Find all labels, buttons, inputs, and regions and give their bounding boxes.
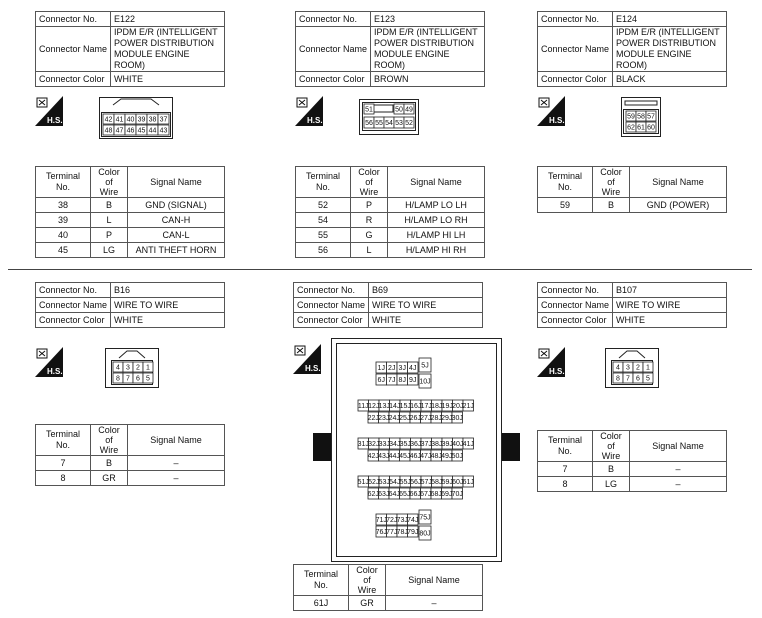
pin-label: 6 — [136, 375, 140, 383]
name-line: IPDM E/R (INTELLIGENT — [114, 27, 218, 37]
pin-label: 48J — [430, 453, 442, 460]
pin-label: 70J — [451, 491, 463, 498]
pin-label: 75J — [419, 514, 431, 522]
pin-label: 6 — [636, 375, 640, 383]
pin-label: 37 — [159, 116, 168, 124]
connector-color-value: BROWN — [371, 72, 485, 87]
connector-info-table — [295, 11, 485, 87]
pin-label: 2 — [136, 364, 140, 372]
connector-block-b16 — [35, 282, 225, 492]
signal-name-header: Signal Name — [128, 167, 225, 198]
pin-label: 38J — [431, 441, 443, 448]
pin-label: 40J — [452, 441, 464, 448]
connector-block-e122 — [35, 11, 225, 261]
table-row — [296, 213, 485, 228]
pin-label: 53J — [378, 479, 390, 486]
terminal-cell: 40 — [36, 228, 91, 243]
connector-name-value — [111, 27, 225, 72]
pin-label: 39J — [441, 441, 453, 448]
connector-color-value: WHITE — [111, 72, 225, 87]
harness-side-icon — [35, 347, 63, 377]
connector-no-value: B107 — [613, 283, 727, 298]
wire-cell: LG — [593, 477, 630, 492]
pin-label: 8 — [616, 375, 620, 383]
pin-label: 78J — [396, 529, 408, 536]
pin-label: 67J — [420, 491, 432, 498]
terminal-table — [293, 564, 483, 611]
pin-label: 29J — [441, 415, 453, 422]
pin-label: 72J — [386, 517, 398, 524]
connector-color-value: WHITE — [613, 313, 727, 328]
signal-cell: – — [128, 456, 225, 471]
section-divider — [8, 269, 752, 270]
terminal-cell: 45 — [36, 243, 91, 258]
hs-text: H.S. — [47, 116, 63, 125]
connector-info-table — [537, 11, 727, 87]
pin-label: 33J — [378, 441, 390, 448]
pin-label: 79J — [407, 529, 419, 536]
pin-label: 39 — [137, 116, 146, 124]
pin-label: 8J — [398, 377, 406, 384]
signal-cell: – — [630, 462, 727, 477]
wire-cell: B — [91, 198, 128, 213]
pin-label: 44 — [148, 127, 157, 135]
hs-text: H.S. — [549, 116, 565, 125]
connector-face-e123 — [359, 99, 419, 135]
connector-no-value: E124 — [613, 12, 727, 27]
pin-label: 11J — [357, 403, 369, 410]
pin-label: 24J — [388, 415, 400, 422]
pin-label: 61J — [462, 479, 474, 486]
wire-text: Wire — [601, 451, 621, 461]
connector-info-table — [35, 11, 225, 87]
pin-label: 46J — [409, 453, 421, 460]
pin-label: 74J — [407, 517, 419, 524]
connector-color-label: Connector Color — [294, 313, 369, 328]
pin-label: 40 — [126, 116, 135, 124]
signal-cell: H/LAMP LO RH — [388, 213, 485, 228]
connector-name-label: Connector Name — [36, 27, 111, 72]
terminal-cell: 56 — [296, 243, 351, 258]
harness-side-icon — [295, 96, 323, 126]
signal-cell: CAN-H — [128, 213, 225, 228]
harness-side-icon — [537, 96, 565, 126]
connector-name-label: Connector Name — [296, 27, 371, 72]
pin-label: 3J — [398, 365, 406, 372]
connector-name-value: WIRE TO WIRE — [369, 298, 483, 313]
pin-label: 59 — [627, 113, 635, 121]
wire-cell: R — [351, 213, 388, 228]
pin-label: 52 — [405, 120, 413, 127]
pin-label: 54J — [389, 479, 401, 486]
connector-face-e122 — [99, 97, 173, 139]
color-of-text: Color of — [98, 167, 120, 187]
pin-label: 43 — [159, 127, 168, 135]
pin-label: 49 — [405, 106, 413, 114]
terminal-cell: 7 — [538, 462, 593, 477]
signal-name-header: Signal Name — [386, 565, 483, 596]
pin-label: 21J — [462, 403, 474, 410]
name-line: IPDM E/R (INTELLIGENT — [374, 27, 478, 37]
color-of-wire-header — [593, 431, 630, 462]
pin-label: 42 — [104, 116, 113, 124]
signal-name-header: Signal Name — [630, 167, 727, 198]
name-line: MODULE ENGINE ROOM) — [374, 49, 450, 70]
pin-label: 2 — [636, 364, 640, 372]
wire-cell: P — [91, 228, 128, 243]
terminal-no-header: Terminal No. — [296, 167, 351, 198]
pin-label: 62J — [367, 491, 379, 498]
pin-label: 65J — [399, 491, 411, 498]
connector-name-value — [371, 27, 485, 72]
pin-label: 45J — [399, 453, 411, 460]
connector-color-value: BLACK — [613, 72, 727, 87]
connector-name-value: WIRE TO WIRE — [111, 298, 225, 313]
color-of-text: Color of — [358, 167, 380, 187]
pin-label: 30J — [451, 415, 463, 422]
pin-label: 31J — [357, 441, 369, 448]
pin-label: 25J — [399, 415, 411, 422]
pin-label: 69J — [441, 491, 453, 498]
color-of-wire-header — [593, 167, 630, 198]
pin-label: 14J — [389, 403, 401, 410]
wire-cell: B — [593, 198, 630, 213]
pin-label: 56J — [410, 479, 422, 486]
pin-label: 37J — [420, 441, 432, 448]
pin-label: 50 — [395, 106, 403, 114]
table-row — [36, 198, 225, 213]
pin-label: 71J — [375, 517, 387, 524]
table-row — [538, 462, 727, 477]
table-row — [36, 471, 225, 486]
connector-color-label: Connector Color — [36, 72, 111, 87]
wire-cell: LG — [91, 243, 128, 258]
pin-label: 68J — [430, 491, 442, 498]
pin-label: 5J — [421, 362, 429, 370]
color-of-text: Color of — [600, 431, 622, 451]
connector-name-label: Connector Name — [538, 27, 613, 72]
color-of-text: Color of — [356, 565, 378, 585]
pin-label: 3 — [126, 364, 130, 372]
name-line: POWER DISTRIBUTION — [114, 38, 215, 48]
connector-color-value: WHITE — [111, 313, 225, 328]
pin-label: 20J — [452, 403, 464, 410]
pin-label: 2J — [388, 365, 396, 372]
pin-label: 27J — [420, 415, 432, 422]
table-row — [36, 243, 225, 258]
pin-label: 61 — [637, 124, 645, 132]
pin-label: 54 — [385, 120, 393, 127]
pin-label: 38 — [148, 116, 157, 124]
terminal-cell: 54 — [296, 213, 351, 228]
pin-label: 10J — [419, 378, 431, 386]
connector-no-label: Connector No. — [36, 12, 111, 27]
connector-no-label: Connector No. — [538, 12, 613, 27]
pin-label: 6J — [377, 377, 385, 384]
signal-cell: CAN-L — [128, 228, 225, 243]
connector-info-table — [35, 282, 225, 328]
pin-label: 55J — [399, 479, 411, 486]
hs-text: H.S. — [549, 367, 565, 376]
connector-face-b16 — [105, 348, 159, 388]
pin-label: 47 — [115, 127, 124, 135]
pin-label: 57 — [647, 113, 655, 121]
pin-label: 60J — [452, 479, 464, 486]
connector-name-value — [613, 27, 727, 72]
pin-label: 58 — [637, 113, 645, 121]
pin-label: 80J — [419, 530, 431, 538]
pin-label: 7 — [626, 375, 630, 383]
pin-label: 56 — [365, 120, 373, 127]
signal-name-header: Signal Name — [630, 431, 727, 462]
connector-block-b107 — [537, 282, 727, 492]
pin-label: 41J — [462, 441, 474, 448]
pin-label: 1J — [377, 365, 385, 372]
connector-block-e124 — [537, 11, 727, 261]
table-row — [294, 596, 483, 611]
terminal-no-header: Terminal No. — [538, 431, 593, 462]
pin-label: 32J — [368, 441, 380, 448]
pin-label: 55 — [375, 120, 383, 127]
connector-block-e123 — [295, 11, 485, 261]
wire-cell: P — [351, 198, 388, 213]
signal-cell: – — [386, 596, 483, 611]
signal-cell: – — [630, 477, 727, 492]
wire-text: Wire — [99, 445, 119, 455]
signal-name-header: Signal Name — [388, 167, 485, 198]
terminal-cell: 7 — [36, 456, 91, 471]
pin-label: 57J — [420, 479, 432, 486]
connector-name-label: Connector Name — [294, 298, 369, 313]
table-row — [296, 198, 485, 213]
pin-label: 35J — [399, 441, 411, 448]
connector-color-label: Connector Color — [538, 313, 613, 328]
table-row — [36, 228, 225, 243]
connector-color-value: WHITE — [369, 313, 483, 328]
harness-side-icon — [537, 347, 565, 377]
connector-info-table — [537, 282, 727, 328]
pin-label: 4 — [116, 364, 120, 372]
pin-label: 36J — [410, 441, 422, 448]
pin-label: 51 — [365, 106, 373, 114]
pin-label: 64J — [388, 491, 400, 498]
pin-label: 9J — [409, 377, 417, 384]
signal-cell: H/LAMP LO LH — [388, 198, 485, 213]
pin-label: 53 — [395, 120, 403, 127]
terminal-cell: 38 — [36, 198, 91, 213]
terminal-no-header: Terminal No. — [36, 167, 91, 198]
color-of-wire-header — [351, 167, 388, 198]
pin-label: 28J — [430, 415, 442, 422]
pin-label: 63J — [378, 491, 390, 498]
pin-label: 1 — [646, 364, 650, 372]
pin-label: 46 — [126, 127, 135, 135]
connector-color-label: Connector Color — [538, 72, 613, 87]
name-line: MODULE ENGINE ROOM) — [616, 49, 692, 70]
table-row — [36, 213, 225, 228]
signal-cell: GND (POWER) — [630, 198, 727, 213]
pin-label: 42J — [367, 453, 379, 460]
hs-text: H.S. — [305, 364, 321, 373]
terminal-cell: 61J — [294, 596, 349, 611]
pin-label: 58J — [431, 479, 443, 486]
pin-label: 5 — [146, 375, 150, 383]
pin-label: 41 — [115, 116, 124, 124]
hs-text: H.S. — [47, 367, 63, 376]
connector-no-label: Connector No. — [294, 283, 369, 298]
signal-cell: ANTI THEFT HORN — [128, 243, 225, 258]
terminal-no-header: Terminal No. — [294, 565, 349, 596]
connector-color-label: Connector Color — [36, 313, 111, 328]
wire-text: Wire — [601, 187, 621, 197]
connector-name-label: Connector Name — [36, 298, 111, 313]
pin-label: 44J — [388, 453, 400, 460]
terminal-table — [537, 166, 727, 213]
pin-label: 15J — [399, 403, 411, 410]
pin-label: 4J — [409, 365, 417, 372]
wire-cell: L — [351, 243, 388, 258]
name-line: IPDM E/R (INTELLIGENT — [616, 27, 720, 37]
pin-label: 62 — [627, 124, 635, 132]
table-row — [538, 477, 727, 492]
pin-label: 8 — [116, 375, 120, 383]
pin-label: 7J — [388, 377, 396, 384]
pin-label: 16J — [410, 403, 422, 410]
pin-label: 66J — [409, 491, 421, 498]
pin-label: 34J — [389, 441, 401, 448]
table-row — [36, 456, 225, 471]
terminal-cell: 39 — [36, 213, 91, 228]
color-of-text: Color of — [600, 167, 622, 187]
signal-cell: H/LAMP HI LH — [388, 228, 485, 243]
connector-no-label: Connector No. — [538, 283, 613, 298]
wire-text: Wire — [99, 187, 119, 197]
pin-label: 12J — [368, 403, 380, 410]
connector-face-b69 — [313, 338, 521, 562]
connector-no-label: Connector No. — [296, 12, 371, 27]
table-row — [538, 198, 727, 213]
terminal-table — [295, 166, 485, 258]
pin-label: 48 — [104, 127, 113, 135]
signal-cell: H/LAMP HI RH — [388, 243, 485, 258]
connector-name-label: Connector Name — [538, 298, 613, 313]
pin-label: 17J — [420, 403, 432, 410]
wire-cell: G — [351, 228, 388, 243]
connector-no-value: E122 — [111, 12, 225, 27]
name-line: MODULE ENGINE ROOM) — [114, 49, 190, 70]
terminal-cell: 55 — [296, 228, 351, 243]
connector-name-value: WIRE TO WIRE — [613, 298, 727, 313]
connector-color-label: Connector Color — [296, 72, 371, 87]
pin-label: 50J — [451, 453, 463, 460]
wire-text: Wire — [359, 187, 379, 197]
terminal-cell: 59 — [538, 198, 593, 213]
connector-no-value: E123 — [371, 12, 485, 27]
signal-cell: GND (SIGNAL) — [128, 198, 225, 213]
pin-label: 19J — [441, 403, 453, 410]
pin-label: 52J — [368, 479, 380, 486]
harness-side-icon — [35, 96, 63, 126]
connector-face-b107 — [605, 348, 659, 388]
terminal-cell: 52 — [296, 198, 351, 213]
pin-label: 60 — [647, 124, 655, 132]
hs-text: H.S. — [307, 116, 323, 125]
pin-label: 5 — [646, 375, 650, 383]
pin-label: 47J — [420, 453, 432, 460]
pin-label: 4 — [616, 364, 620, 372]
pin-label: 26J — [409, 415, 421, 422]
table-row — [296, 243, 485, 258]
connector-no-value: B16 — [111, 283, 225, 298]
wire-cell: L — [91, 213, 128, 228]
color-of-text: Color of — [98, 425, 120, 445]
pin-label: 73J — [396, 517, 408, 524]
table-row — [296, 228, 485, 243]
connector-no-value: B69 — [369, 283, 483, 298]
signal-cell: – — [128, 471, 225, 486]
signal-name-header: Signal Name — [128, 425, 225, 456]
pin-label: 43J — [378, 453, 390, 460]
terminal-no-header: Terminal No. — [36, 425, 91, 456]
terminal-table — [537, 430, 727, 492]
terminal-cell: 8 — [36, 471, 91, 486]
terminal-cell: 8 — [538, 477, 593, 492]
pin-label: 13J — [378, 403, 390, 410]
pin-label: 45 — [137, 127, 146, 135]
terminal-no-header: Terminal No. — [538, 167, 593, 198]
color-of-wire-header — [91, 167, 128, 198]
color-of-wire-header — [91, 425, 128, 456]
connector-block-b69 — [293, 282, 521, 612]
name-line: POWER DISTRIBUTION — [374, 38, 475, 48]
terminal-table — [35, 166, 225, 258]
wire-cell: B — [91, 456, 128, 471]
pin-label: 23J — [378, 415, 390, 422]
pin-label: 1 — [146, 364, 150, 372]
connector-no-label: Connector No. — [36, 283, 111, 298]
pin-label: 77J — [386, 529, 398, 536]
pin-label: 22J — [367, 415, 379, 422]
pin-label: 51J — [357, 479, 369, 486]
pin-label: 18J — [431, 403, 443, 410]
pin-label: 59J — [441, 479, 453, 486]
wire-cell: GR — [91, 471, 128, 486]
pin-label: 3 — [626, 364, 630, 372]
pin-label: 49J — [441, 453, 453, 460]
pin-label: 76J — [375, 529, 387, 536]
name-line: POWER DISTRIBUTION — [616, 38, 717, 48]
connector-face-e124 — [621, 97, 661, 137]
terminal-table — [35, 424, 225, 486]
wire-text: Wire — [357, 585, 377, 595]
connector-info-table — [293, 282, 483, 328]
wire-cell: GR — [349, 596, 386, 611]
wire-cell: B — [593, 462, 630, 477]
color-of-wire-header — [349, 565, 386, 596]
pin-label: 7 — [126, 375, 130, 383]
